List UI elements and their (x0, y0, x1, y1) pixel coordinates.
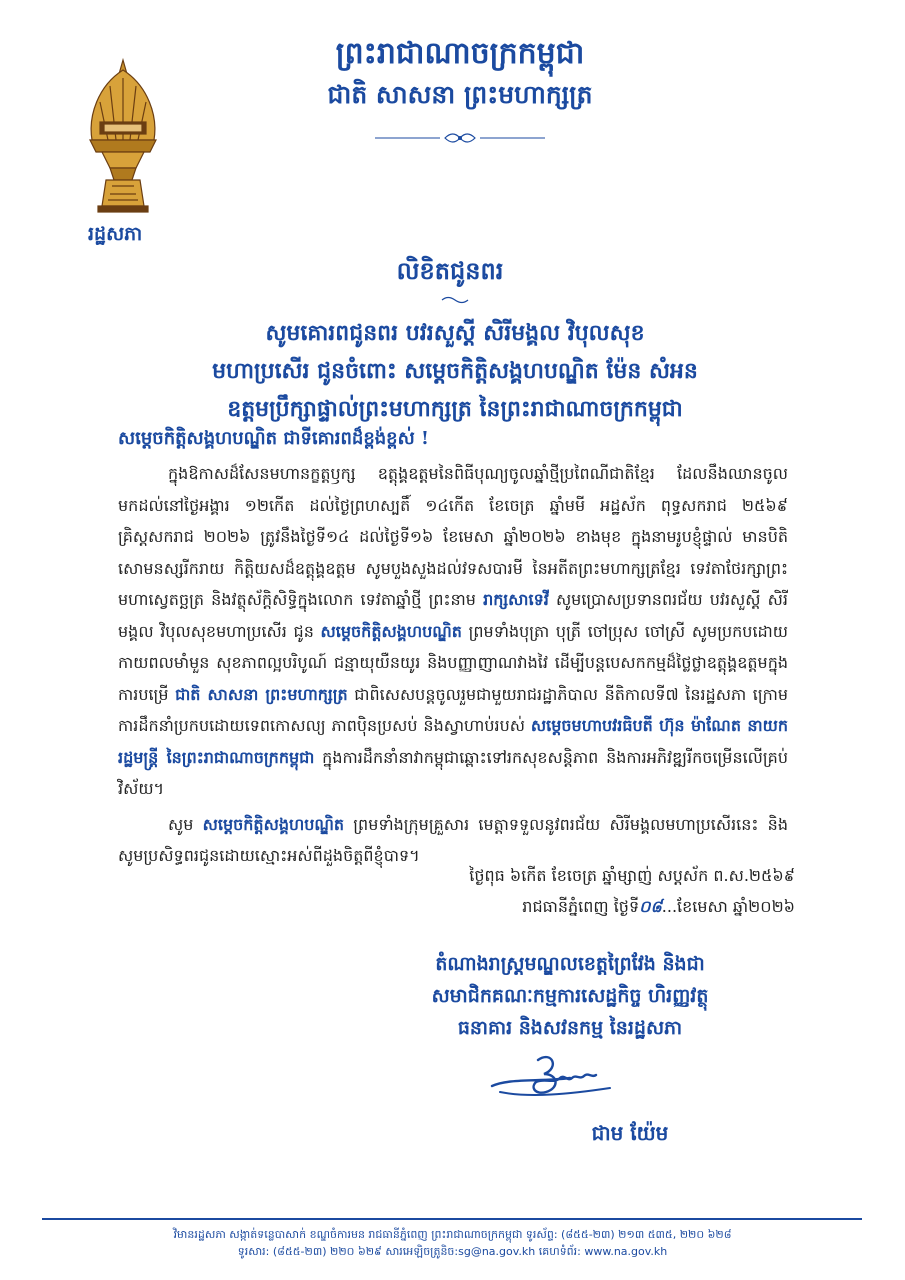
letter-body (118, 458, 788, 876)
heading-line: សូមគោរពជូនពរ បវរសួស្តី សិរីមង្គល វិបុលសុខ (265, 320, 645, 346)
body-paragraph: ក្នុងឱកាសដ៏សែនមហានក្ខត្តឫក្ស ឧត្តុង្គឧត្តមនៃពិធីបុណ្យចូលឆ្នាំថ្មីប្រពៃណីជាតិខ្មែរ ដែលនឹងឈានចូលមកដល់នៅថ្ងៃអង្គារ ១២កើត ដល់ថ្ងៃព្រហស្បតិ៍ ១៤កើត ខែចេត្រ ឆ្នាំមមី អដ្ឋស័ក ពុទ្ធសករាជ ២៥៦៩ គ្រិស្តសករាជ ២០២៦ ត្រូវនឹងថ្ងៃទី១៤ ដល់ថ្ងៃទី១៦ ខែមេសា ឆ្នាំ២០២៦ ខាងមុខ ក្នុងនាមរូបខ្ញុំផ្ទាល់ មានបិតិសោមនស្សរីករាយ កិត្តិយសដ៏ឧត្តុង្គឧត្តម សូមបួងសួងដល់វទសបារមី នៃអតីតព្រះមហាក្សត្រខ្មែរ ទេវតាថែរក្សាព្រះមហាស្វេតច្ឆត្រ និងវត្ថុស័ក្តិសិទ្ធិក្នុងលោក ទេវតាឆ្នាំថ្មី ព្រះនាម រាក្សសាទេវី សូមប្រោសប្រទានពរជ័យ បវរសួស្តី សិរីមង្គល វិបុលសុខមហាប្រសើរ ជូន សម្តេចកិត្តិសង្គហបណ្ឌិត ព្រមទាំងបុត្រា បុត្រី ចៅប្រុស ចៅស្រី សូមប្រកបដោយកាយពលមាំមួន សុខភាពល្អបរិបូណ៍ ជន្មាយុយឺនយូរ និងបញ្ញាញាណវាងវៃ ដើម្បីបន្តបេសកកម្មដ៏ថ្លៃថ្លាឧត្តុង្គឧត្តមក្នុងការបម្រើ ជាតិ សាសនា ព្រះមហាក្សត្រ ជាពិសេសបន្តចូលរួមជាមួយរាជរដ្ឋាភិបាល នីតិកាលទី៧ នៃរដ្ឋសភា ក្រោមការដឹកនាំប្រកបដោយទេពកោសល្យ ភាពប៉ិនប្រសប់ និងស្វាហាប់របស់ សម្តេចមហាបវរធិបតី ហ៊ុន ម៉ាណែត នាយករដ្ឋមន្ត្រី នៃព្រះរាជាណាចក្រកម្ពុជា ក្នុងការដឹកនាំនាវាកម្ពុជាឆ្ពោះទៅរកសុខសន្តិភាព និងការអភិវឌ្ឍរីកចម្រើនលើគ្រប់វិស័យ។ (118, 464, 789, 798)
addressee-heading (110, 314, 800, 428)
prime-minister-name: សម្តេចមហាបវរធិបតី ហ៊ុន ម៉ាណែត នាយករដ្ឋមន្ត្រី នៃព្រះរាជាណាចក្រកម្ពុជា (118, 716, 788, 767)
date-block (400, 860, 795, 922)
signer-name: ជាម យ៉ែម (591, 1121, 669, 1145)
heading-line: មហាប្រសើរ ជូនចំពោះ សម្តេចកិត្តិសង្គហបណ្ឌិត ម៉ែន សំអន (212, 358, 698, 384)
document-title: លិខិតជូនពរ (396, 256, 504, 285)
signatory-line: ធនាគារ និងសវនកម្ម នៃរដ្ឋសភា (457, 1017, 683, 1039)
place-date: រាជធានីភ្នំពេញ ថ្ងៃទី០៨...ខែមេសា ឆ្នាំ២០២៦ (522, 897, 795, 916)
handwritten-signature-icon (480, 1048, 630, 1118)
lunar-date: ថ្ងៃពុធ ៦កើត ខែចេត្រ ឆ្នាំម្សាញ់ សប្តស័ក ព.ស.២៥៦៩ (469, 866, 795, 885)
deity-name: រាក្សសាទេវី (483, 590, 549, 609)
handwritten-day: ០៨ (639, 897, 662, 916)
national-motto: ជាតិ សាសនា ព្រះមហាក្សត្រ (327, 80, 593, 109)
footer-contacts: ទូរសារ: (៨៥៥-២៣) ២២០ ៦២៩ សារអេឡិចត្រូនិច:sg@na.gov.kh គេហទំព័រ: www.na.gov.kh (237, 1245, 668, 1258)
header-ornament-icon (375, 130, 545, 146)
signatory-title (400, 948, 740, 1044)
heading-line: ឧត្តមប្រឹក្សាផ្ទាល់ព្រះមហាក្សត្រ នៃព្រះរាជាណាចក្រកម្ពុជា (227, 396, 683, 422)
national-assembly-emblem-icon (78, 56, 168, 216)
signatory-line: តំណាងរាស្ត្រមណ្ឌលខេត្តព្រៃវែង និងជា (435, 953, 705, 975)
motto-inline: ជាតិ សាសនា ព្រះមហាក្សត្រ (175, 684, 348, 704)
footer-contact (60, 1226, 845, 1260)
kingdom-title: ព្រះរាជាណាចក្រកម្ពុជា (335, 36, 585, 71)
signatory-line: សមាជិកគណៈកម្មការសេដ្ឋកិច្ច ហិរញ្ញវត្ថុ (431, 985, 709, 1007)
footer-address: វិមានរដ្ឋសភា សង្កាត់ទន្លេបាសាក់ ខណ្ឌចំការមន រាជធានីភ្នំពេញ ព្រះរាជាណាចក្រកម្ពុជា ទូរស័ព្ទ: (៨៥៥-២៣) ២១៣ ៥៣៥, ២២០ ៦២៨ (173, 1228, 732, 1241)
salutation: សម្តេចកិត្តិសង្គហបណ្ឌិត ជាទីគោរពដ៏ខ្ពង់ខ្ពស់ ! (118, 428, 429, 449)
footer-divider (42, 1218, 862, 1220)
title-ornament-icon (440, 295, 470, 305)
body-paragraph: សូម សម្តេចកិត្តិសង្គហបណ្ឌិត ព្រមទាំងក្រុមគ្រួសារ មេត្តាទទួលនូវពរជ័យ សិរីមង្គលមហាប្រសើរនេះ និងសូមប្រសិទ្ធពរជូនដោយស្មោះអស់ពីដួងចិត្តពីខ្ញុំបាទ។ (118, 814, 788, 865)
recipient-title: សម្តេចកិត្តិសង្គហបណ្ឌិត (202, 814, 345, 834)
recipient-title: សម្តេចកិត្តិសង្គហបណ្ឌិត (320, 621, 462, 641)
institution-label: រដ្ឋសភា (88, 223, 143, 245)
